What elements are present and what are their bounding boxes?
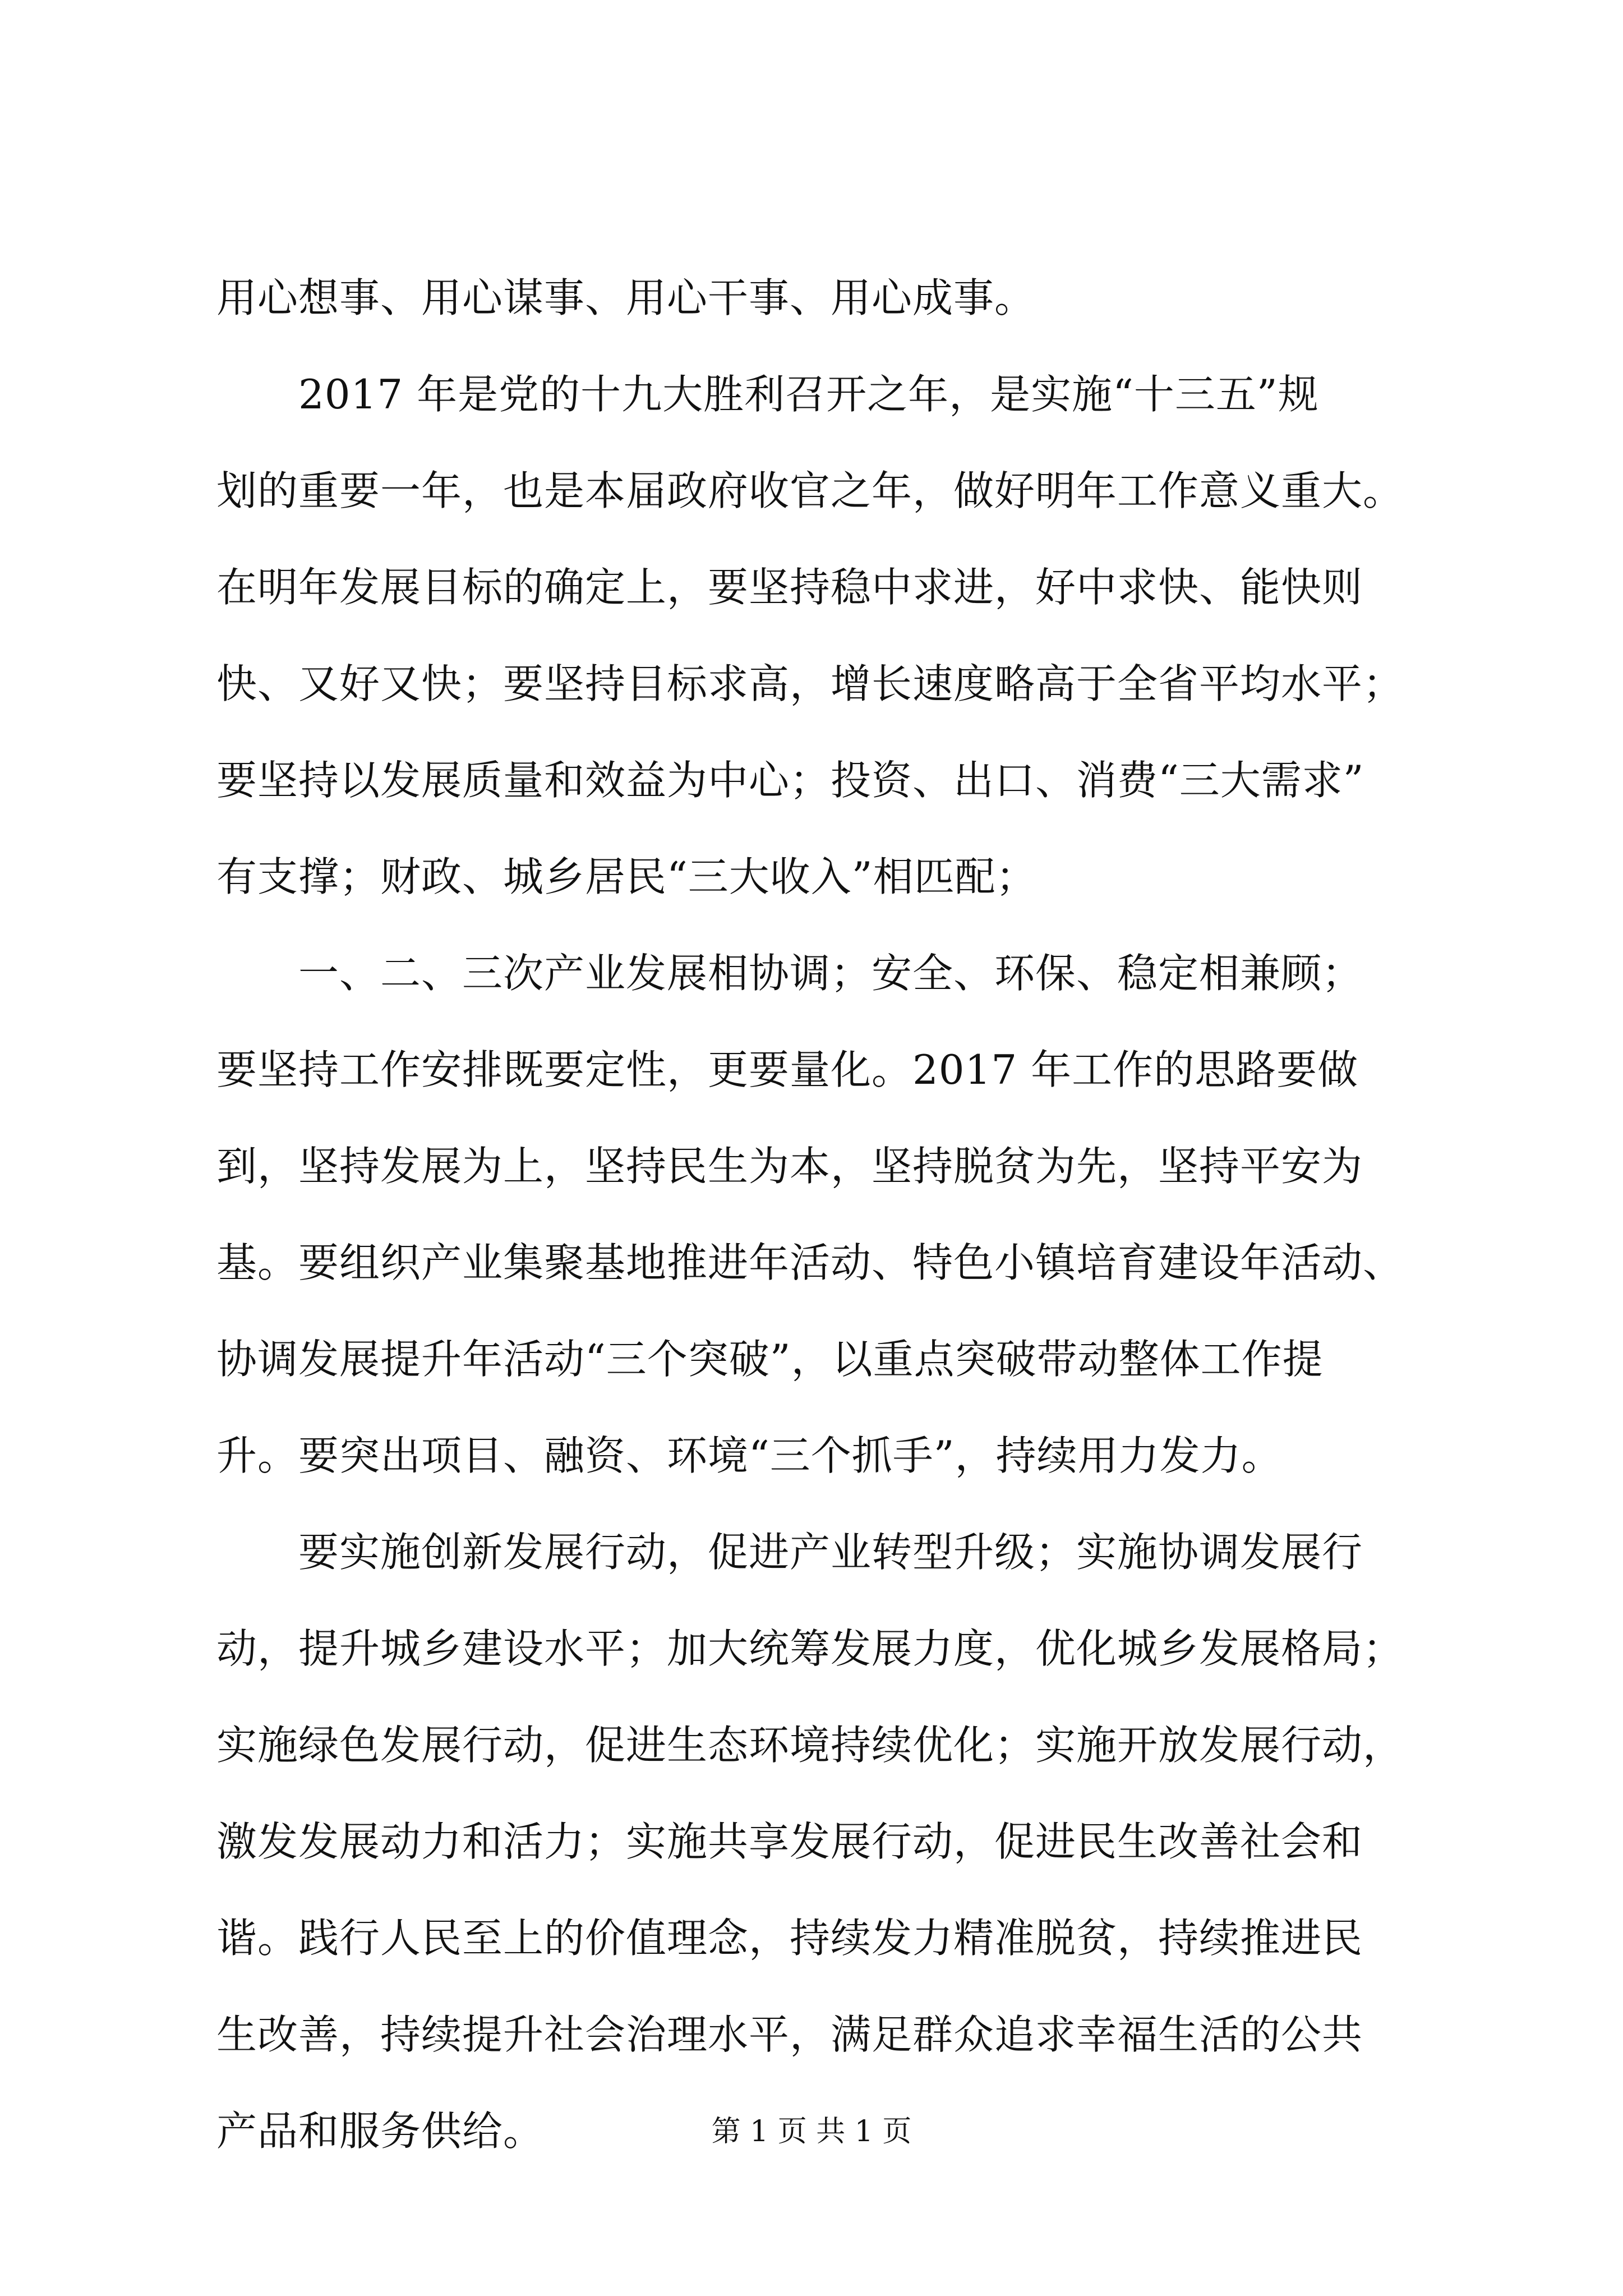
- text-line: 到，坚持发展为上，坚持民生为本，坚持脱贫为先，坚持平安为: [216, 1143, 1363, 1190]
- text-line: 激发发展动力和活力；实施共享发展行动，促进民生改善社会和: [216, 1818, 1363, 1865]
- text-line: 要实施创新发展行动，促进产业转型升级；实施协调发展行: [216, 1529, 1363, 1576]
- text-line: 生改善，持续提升社会治理水平，满足群众追求幸福生活的公共: [216, 2011, 1363, 2058]
- text-line: 动，提升城乡建设水平；加大统筹发展力度，优化城乡发展格局；: [216, 1625, 1404, 1672]
- text-line: 用心想事、用心谋事、用心干事、用心成事。: [216, 274, 1036, 321]
- text-line: 产品和服务供给。: [216, 2108, 545, 2155]
- text-line: 快、又好又快；要坚持目标求高，增长速度略高于全省平均水平；: [216, 660, 1404, 707]
- text-line: 要坚持以发展质量和效益为中心；投资、出口、消费“三大需求”: [216, 757, 1364, 804]
- text-line: 划的重要一年，也是本届政府收官之年，做好明年工作意义重大。: [216, 467, 1404, 514]
- text-line: 基。要组织产业集聚基地推进年活动、特色小镇培育建设年活动、: [216, 1239, 1404, 1286]
- text-line: 有支撑；财政、城乡居民“三大收入”相匹配；: [216, 853, 1037, 900]
- document-body: [216, 250, 1417, 2179]
- text-line: 一、二、三次产业发展相协调；安全、环保、稳定相兼顾；: [216, 950, 1363, 997]
- text-line: 实施绿色发展行动，促进生态环境持续优化；实施开放发展行动，: [216, 1722, 1404, 1769]
- text-line: 要坚持工作安排既要定性，更要量化。2017 年工作的思路要做: [216, 1046, 1359, 1093]
- text-line: 谐。践行人民至上的价值理念，持续发力精准脱贫，持续推进民: [216, 1915, 1363, 1962]
- text-line: 在明年发展目标的确定上，要坚持稳中求进，好中求快、能快则: [216, 564, 1363, 611]
- page-footer: [0, 2109, 1623, 2154]
- text-line: 2017 年是党的十九大胜利召开之年，是实施“十三五”规: [216, 371, 1319, 418]
- text-line: 协调发展提升年活动“三个突破”，以重点突破带动整体工作提: [216, 1336, 1324, 1383]
- text-line: 升。要突出项目、融资、环境“三个抓手”，持续用力发力。: [216, 1432, 1283, 1479]
- page-number-label: 第 1 页 共 1 页: [711, 2115, 912, 2148]
